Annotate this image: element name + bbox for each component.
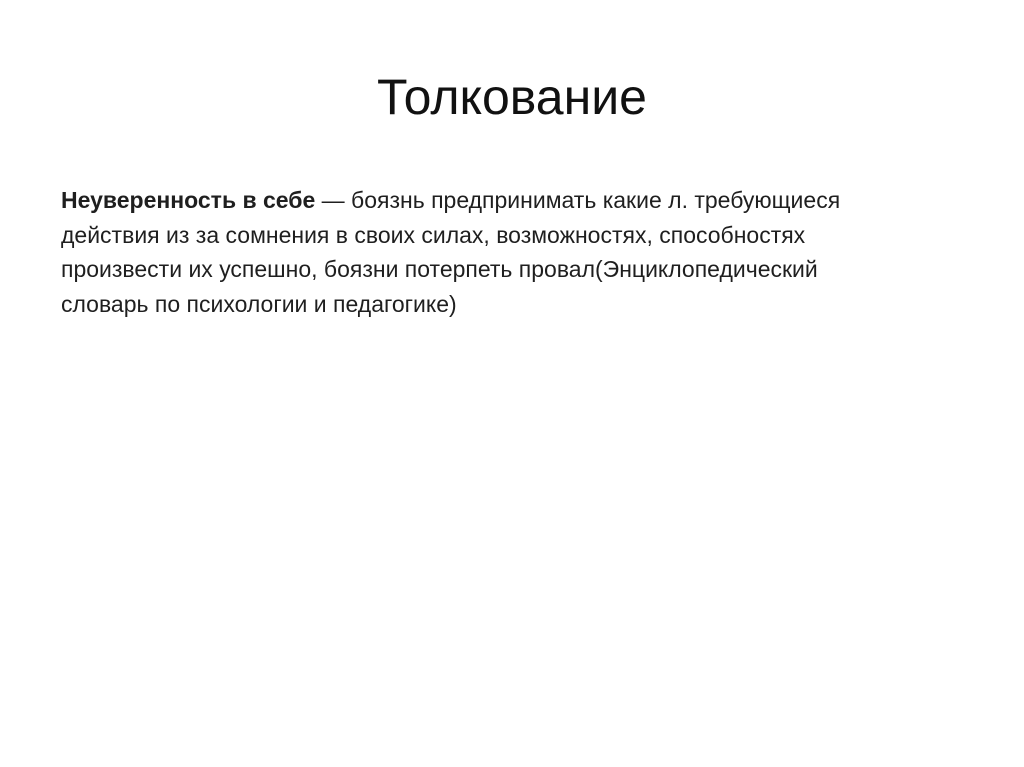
definition-line-1: — боязнь предпринимать какие л. требующиеся [315, 187, 841, 213]
defined-term: Неуверенность в себе [61, 187, 316, 213]
definition-line-3: произвести их успешно, боязни потерпеть провал(Энциклопедический [61, 256, 818, 282]
definition-paragraph [61, 183, 961, 321]
definition-line-2: действия из за сомнения в своих силах, возможностях, способностях [61, 221, 806, 248]
definition-line-4: словарь по психологии и педагогике) [61, 290, 457, 317]
slide-title: Толкование [377, 69, 647, 125]
